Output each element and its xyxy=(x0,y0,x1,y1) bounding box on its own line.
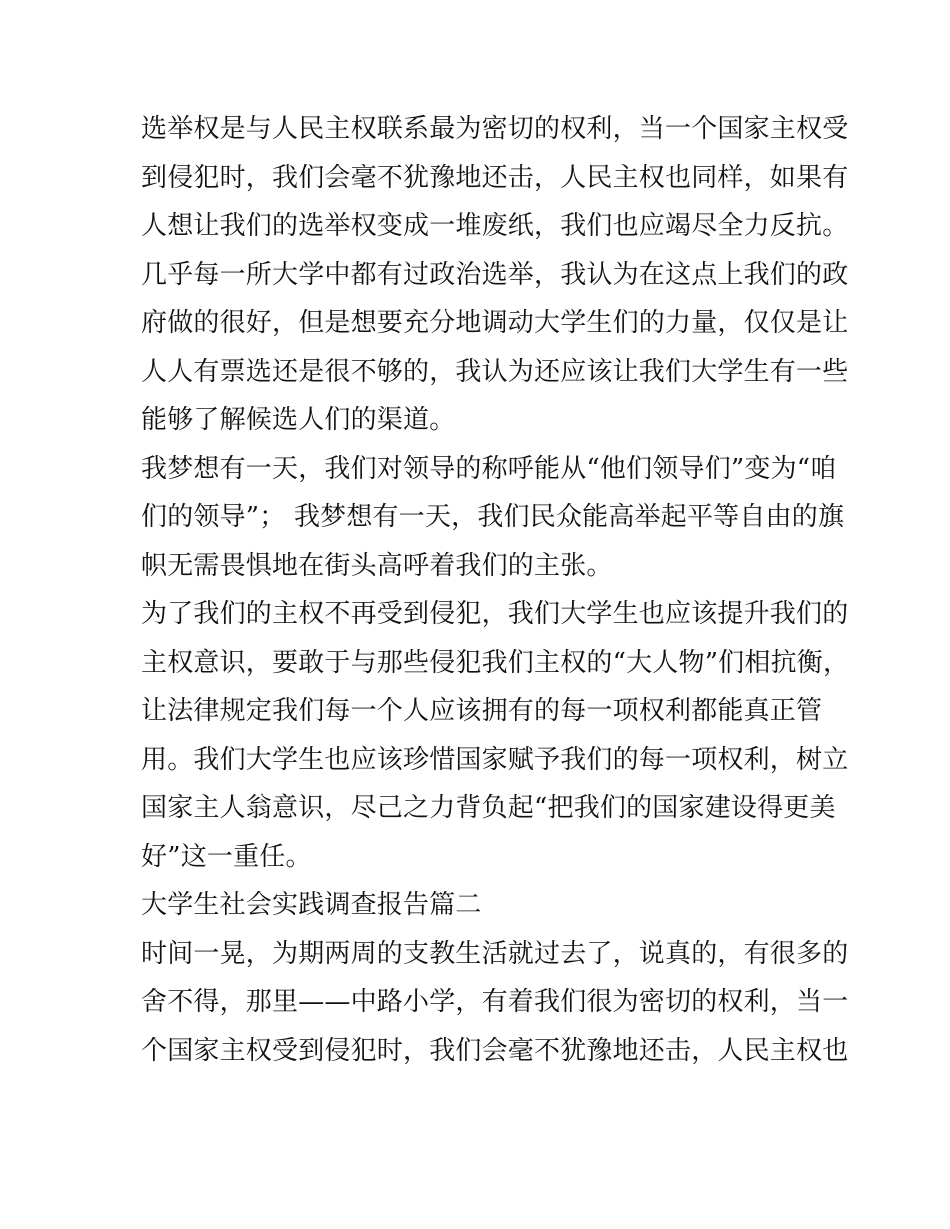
text-line: 府做的很好，但是想要充分地调动大学生们的力量，仅仅是让 xyxy=(141,308,849,338)
text-line: 让法律规定我们每一个人应该拥有的每一项权利都能真正管 xyxy=(141,696,823,726)
text-line: 为了我们的主权不再受到侵犯，我们大学生也应该提升我们的 xyxy=(141,599,849,629)
text-line: 帜无需畏惧地在街头高呼着我们的主张。 xyxy=(141,550,613,581)
text-line: 人想让我们的选举权变成一堆废纸，我们也应竭尽全力反抗。 xyxy=(141,211,849,241)
text-line: 舍不得，那里——中路小学，有着我们很为密切的权利，当一 xyxy=(141,987,849,1017)
text-line: 好”这一重任。 xyxy=(141,841,312,872)
section-heading: 大学生社会实践调查报告篇二 xyxy=(141,890,482,920)
text-line: 用。我们大学生也应该珍惜国家赋予我们的每一项权利，树立 xyxy=(141,744,849,775)
text-line: 主权意识，要敢于与那些侵犯我们主权的“大人物”们相抗衡， xyxy=(141,647,850,678)
text-line: 能够了解候选人们的渠道。 xyxy=(141,405,456,435)
text-line: 我梦想有一天，我们对领导的称呼能从“他们领导们”变为“咱 xyxy=(141,453,837,484)
text-line: 人人有票选还是很不够的，我认为还应该让我们大学生有一些 xyxy=(141,356,849,387)
text-line: 们的领导”； 我梦想有一天，我们民众能高举起平等自由的旗 xyxy=(141,502,845,532)
text-line: 到侵犯时，我们会毫不犹豫地还击，人民主权也同样，如果有 xyxy=(141,162,849,193)
text-line: 个国家主权受到侵犯时，我们会毫不犹豫地还击，人民主权也 xyxy=(141,1035,849,1066)
text-line: 几乎每一所大学中都有过政治选举，我认为在这点上我们的政 xyxy=(141,259,849,290)
text-line: 时间一晃，为期两周的支教生活就过去了，说真的，有很多的 xyxy=(141,938,849,969)
document-body xyxy=(141,105,850,1075)
text-line: 选举权是与人民主权联系最为密切的权利，当一个国家主权受 xyxy=(141,114,849,144)
text-line: 国家主人翁意识，尽己之力背负起“把我们的国家建设得更美 xyxy=(141,793,836,823)
